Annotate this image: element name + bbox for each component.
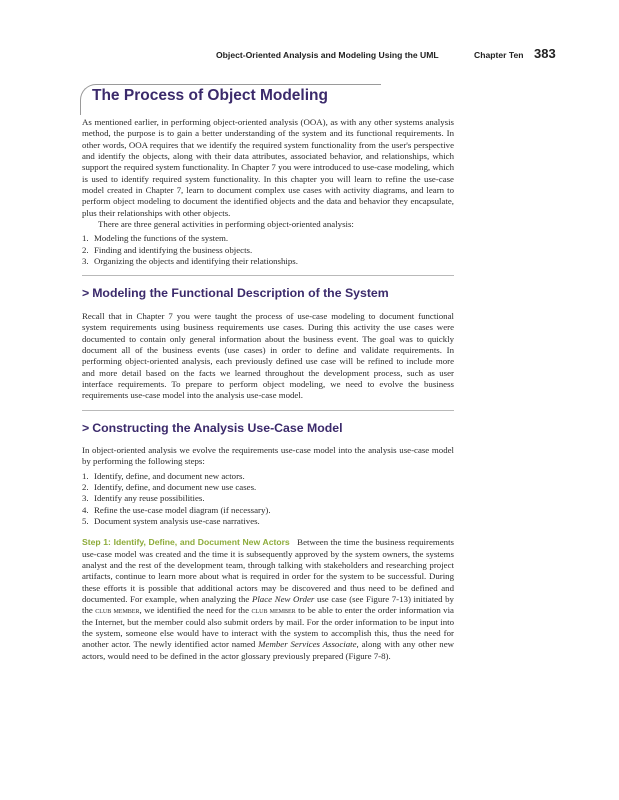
use-case-name: Place New Order: [251, 594, 315, 605]
list-item: 2. Finding and identifying the business objects.: [82, 244, 253, 255]
page-number: 383: [534, 46, 556, 61]
list-item-text: Finding and identifying the business objects.: [94, 244, 253, 255]
list-item-text: Identify, define, and document new use cases.: [94, 481, 257, 492]
list-item: 3. Identify any reuse possibilities.: [82, 493, 205, 504]
page-title: The Process of Object Modeling: [92, 87, 328, 104]
list-item: 4. Refine the use-case model diagram (if necessary).: [82, 504, 271, 515]
step1-text: to be able to enter the order information via the Internet, but the member could also submit orders by mail. For the order information to be input into the system, someone else would have to interact with the system to accomplish this, thus the need for another actor. The newly identified actor named: [82, 605, 454, 650]
list-item: 1. Modeling the functions of the system.: [82, 233, 229, 244]
section-heading-analysis: [82, 420, 454, 435]
section-arrow-icon: >: [82, 286, 90, 301]
section-arrow-icon: >: [82, 420, 90, 435]
section-heading-text: Modeling the Functional Description of the System: [92, 286, 389, 301]
section1-paragraph: Recall that in Chapter 7 you were taught the process of use-case modeling to document functional system requirements using business requirements use cases. During this activity the use cases were documented to contain only general information about the business event. The goal was to quickly document all of the business events (use cases) in order to define and validate requirements. In performing object-oriented analysis, each previously defined use case will be refined to include more and more detail based on the facts we learned throughout the development process, such as user interface requirements. To prepare to perform object modeling, we need to evolve the business requirements use-case model into the analysis use-case model.: [82, 310, 454, 401]
section-divider: [82, 275, 454, 276]
step1-paragraph: [82, 537, 454, 662]
intro-paragraph-1: As mentioned earlier, in performing object-oriented analysis (OOA), as with any other systems analysis method, the purpose is to gain a better understanding of the system and its functional requirements. In other words, OOA requires that we identify the required system functionality from the user's perspective and identify the objects, along with their data attributes, associated behavior, and relationships, which support the required system functionality. In Chapter 7 you were introduced to use-case modeling, which is used to identify required system functionality. In this chapter you will learn to refine the use-case model created in Chapter 7, learn to document complex use cases with activity diagrams, and learn to perform object modeling to document the identified objects and the data and behavior they encapsulate, plus their relationships with other objects.: [82, 117, 454, 218]
list-item-text: Identify any reuse possibilities.: [94, 493, 205, 504]
step1-text: , along with any other new actors, would need to be defined in the actor glossary previously prepared (Figure 7-8).: [82, 639, 455, 661]
main-content: [82, 117, 454, 662]
list-item: 1. Identify, define, and document new actors.: [82, 470, 245, 481]
running-head-chapter: Chapter Ten: [474, 50, 524, 60]
intro-paragraph-2: There are three general activities in performing object-oriented analysis:: [98, 219, 354, 230]
step1-text: , we identified the need for the: [139, 605, 252, 616]
list-item-text: Modeling the functions of the system.: [94, 233, 229, 244]
running-head-title: Object-Oriented Analysis and Modeling Using the UML: [216, 50, 439, 60]
list-item-text: Organizing the objects and identifying their relationships.: [94, 256, 298, 267]
section-divider: [82, 410, 454, 411]
step1-text: use case (see Figure 7-13) initiated by the: [82, 594, 454, 616]
list-item: 5. Document system analysis use-case narratives.: [82, 515, 260, 526]
list-item-text: Identify, define, and document new actors.: [94, 470, 245, 481]
list-item-text: Document system analysis use-case narratives.: [94, 515, 260, 526]
actor-name: club member: [95, 606, 140, 616]
section2-paragraph: In object-oriented analysis we evolve the requirements use-case model into the analysis use-case model by performing the following steps:: [82, 444, 454, 467]
section-heading-text: Constructing the Analysis Use-Case Model: [92, 420, 343, 435]
section-heading-functional: [82, 288, 454, 299]
steps-list: [82, 471, 454, 528]
activities-list: [82, 233, 454, 267]
list-item: 2. Identify, define, and document new use cases.: [82, 481, 257, 492]
step1-heading: Step 1: Identify, Define, and Document New Actors: [82, 537, 290, 548]
actor-name: club member: [251, 606, 296, 616]
list-item-text: Refine the use-case model diagram (if necessary).: [94, 504, 271, 515]
actor-name-italic: Member Services Associate: [258, 639, 357, 650]
step1-text: Between the time the business requirements use-case model was created and the time it is subsequently approved by the system owners, the systems analyst and the rest of the development team, through talking with stakeholders and researching project artifacts, continue to learn more about what is required in order for the system to be successful. During these efforts it is possible that additional actors may be discovered and thus need to be defined and documented. For example, when analyzing the: [82, 537, 454, 605]
running-head: [216, 48, 576, 62]
list-item: 3. Organizing the objects and identifying their relationships.: [82, 256, 298, 267]
